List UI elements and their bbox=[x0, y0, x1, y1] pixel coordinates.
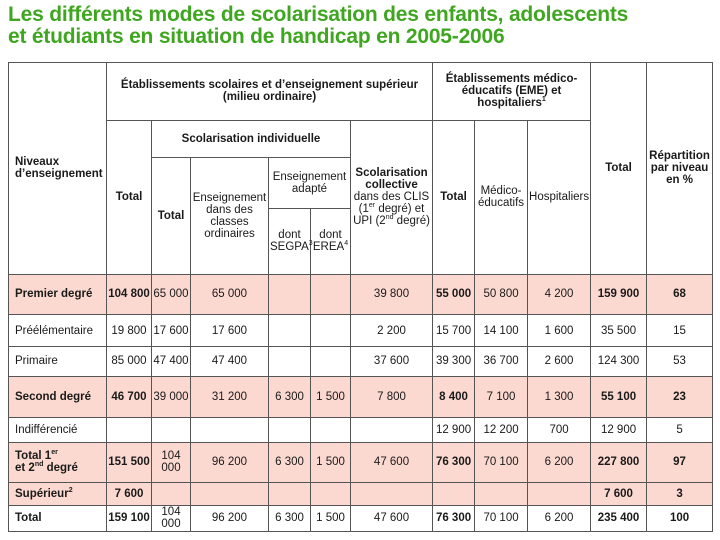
cell: 55 000 bbox=[433, 274, 475, 314]
table-row bbox=[9, 314, 713, 347]
cell: 65 000 bbox=[191, 274, 269, 314]
table-row bbox=[9, 347, 713, 376]
header-niveaux: Niveaux d’enseignement bbox=[9, 63, 107, 275]
cell: 47 400 bbox=[191, 347, 269, 376]
cell bbox=[269, 314, 311, 347]
header-medico: Médico-éducatifs bbox=[475, 120, 528, 274]
cell bbox=[269, 482, 311, 505]
cell: 50 800 bbox=[475, 274, 528, 314]
cell: 85 000 bbox=[107, 347, 152, 376]
cell bbox=[351, 417, 433, 442]
row-label: Total bbox=[9, 505, 107, 531]
cell: 53 bbox=[647, 347, 713, 376]
cell: 227 800 bbox=[591, 442, 647, 482]
schooling-table bbox=[8, 62, 713, 532]
header-total-ordinaire: Total bbox=[107, 120, 152, 274]
title-line-2: et étudiants en situation de handicap en 2005-2006 bbox=[8, 25, 505, 48]
cell bbox=[311, 347, 351, 376]
cell: 17 600 bbox=[191, 314, 269, 347]
cell bbox=[269, 347, 311, 376]
cell bbox=[311, 417, 351, 442]
cell: 104 000 bbox=[152, 505, 191, 531]
row-label: Préélémentaire bbox=[9, 314, 107, 347]
title-line-1: Les différents modes de scolarisation des enfants, adolescents bbox=[8, 3, 629, 26]
cell bbox=[269, 274, 311, 314]
cell bbox=[311, 482, 351, 505]
cell: 36 700 bbox=[475, 347, 528, 376]
header-scolarisation-individuelle: Scolarisation individuelle bbox=[152, 120, 351, 158]
row-label: Primaire bbox=[9, 347, 107, 376]
cell bbox=[269, 417, 311, 442]
cell: 35 500 bbox=[591, 314, 647, 347]
cell: 7 600 bbox=[107, 482, 152, 505]
cell: 1 300 bbox=[528, 376, 591, 417]
cell: 700 bbox=[528, 417, 591, 442]
cell: 2 200 bbox=[351, 314, 433, 347]
header-classes-ordinaires: Enseignement dans des classes ordinaires bbox=[191, 158, 269, 274]
cell: 104 000 bbox=[152, 442, 191, 482]
cell bbox=[191, 482, 269, 505]
cell: 12 900 bbox=[433, 417, 475, 442]
table-row bbox=[9, 417, 713, 442]
cell: 5 bbox=[647, 417, 713, 442]
cell: 65 000 bbox=[152, 274, 191, 314]
cell: 96 200 bbox=[191, 505, 269, 531]
cell: 70 100 bbox=[475, 505, 528, 531]
header-repartition: Répartition par niveau en % bbox=[647, 63, 713, 275]
header-total-eme: Total bbox=[433, 120, 475, 274]
header-milieu-ordinaire: Établissements scolaires et d’enseignement supérieur (milieu ordinaire) bbox=[107, 63, 433, 121]
cell: 31 200 bbox=[191, 376, 269, 417]
cell bbox=[152, 482, 191, 505]
row-label: Indifférencié bbox=[9, 417, 107, 442]
cell: 3 bbox=[647, 482, 713, 505]
cell: 2 600 bbox=[528, 347, 591, 376]
cell: 7 100 bbox=[475, 376, 528, 417]
cell: 1 500 bbox=[311, 505, 351, 531]
cell: 100 bbox=[647, 505, 713, 531]
cell: 39 300 bbox=[433, 347, 475, 376]
cell: 39 800 bbox=[351, 274, 433, 314]
header-erea: dont EREA$^4$ bbox=[311, 208, 351, 274]
cell: 7 600 bbox=[591, 482, 647, 505]
cell: 6 300 bbox=[269, 442, 311, 482]
cell: 12 900 bbox=[591, 417, 647, 442]
cell: 6 300 bbox=[269, 505, 311, 531]
cell: 68 bbox=[647, 274, 713, 314]
cell bbox=[433, 482, 475, 505]
cell: 39 000 bbox=[152, 376, 191, 417]
table-row bbox=[9, 274, 713, 314]
table-row bbox=[9, 482, 713, 505]
page-title bbox=[8, 4, 713, 48]
cell: 104 800 bbox=[107, 274, 152, 314]
cell bbox=[311, 314, 351, 347]
cell: 47 600 bbox=[351, 442, 433, 482]
cell: 159 900 bbox=[591, 274, 647, 314]
cell: 6 200 bbox=[528, 442, 591, 482]
cell bbox=[191, 417, 269, 442]
cell: 15 700 bbox=[433, 314, 475, 347]
cell: 97 bbox=[647, 442, 713, 482]
cell: 76 300 bbox=[433, 442, 475, 482]
cell: 76 300 bbox=[433, 505, 475, 531]
cell: 12 200 bbox=[475, 417, 528, 442]
header-hospitaliers: Hospitaliers bbox=[528, 120, 591, 274]
cell bbox=[475, 482, 528, 505]
cell: 1 600 bbox=[528, 314, 591, 347]
row-label: Total 1er et 2nd degré bbox=[9, 442, 107, 482]
header-collective: Scolarisation collective dans des CLIS (1er degré) et UPI (2nd degré) bbox=[351, 120, 433, 274]
cell: 6 200 bbox=[528, 505, 591, 531]
cell: 70 100 bbox=[475, 442, 528, 482]
cell: 19 800 bbox=[107, 314, 152, 347]
cell: 4 200 bbox=[528, 274, 591, 314]
cell bbox=[311, 274, 351, 314]
row-label: Supérieur$^2$ bbox=[9, 482, 107, 505]
cell bbox=[152, 417, 191, 442]
cell: 151 500 bbox=[107, 442, 152, 482]
cell: 55 100 bbox=[591, 376, 647, 417]
header-total-individuelle: Total bbox=[152, 158, 191, 274]
cell: 17 600 bbox=[152, 314, 191, 347]
cell: 96 200 bbox=[191, 442, 269, 482]
cell: 47 400 bbox=[152, 347, 191, 376]
header-eme: Établissements médico-éducatifs (EME) et hospitaliers$^1$ bbox=[433, 63, 591, 121]
cell: 14 100 bbox=[475, 314, 528, 347]
cell: 235 400 bbox=[591, 505, 647, 531]
table-row bbox=[9, 376, 713, 417]
header-enseignement-adapte: Enseignement adapté bbox=[269, 158, 351, 208]
table-row bbox=[9, 505, 713, 531]
header-segpa: dont SEGPA$^3$ bbox=[269, 208, 311, 274]
cell bbox=[107, 417, 152, 442]
cell: 6 300 bbox=[269, 376, 311, 417]
cell: 7 800 bbox=[351, 376, 433, 417]
cell: 159 100 bbox=[107, 505, 152, 531]
cell: 1 500 bbox=[311, 376, 351, 417]
cell: 23 bbox=[647, 376, 713, 417]
cell: 47 600 bbox=[351, 505, 433, 531]
cell: 15 bbox=[647, 314, 713, 347]
cell: 1 500 bbox=[311, 442, 351, 482]
cell: 46 700 bbox=[107, 376, 152, 417]
header-total-general: Total bbox=[591, 63, 647, 275]
cell: 37 600 bbox=[351, 347, 433, 376]
cell bbox=[351, 482, 433, 505]
cell: 124 300 bbox=[591, 347, 647, 376]
cell: 8 400 bbox=[433, 376, 475, 417]
row-label: Second degré bbox=[9, 376, 107, 417]
cell bbox=[528, 482, 591, 505]
row-label: Premier degré bbox=[9, 274, 107, 314]
table-row bbox=[9, 442, 713, 482]
